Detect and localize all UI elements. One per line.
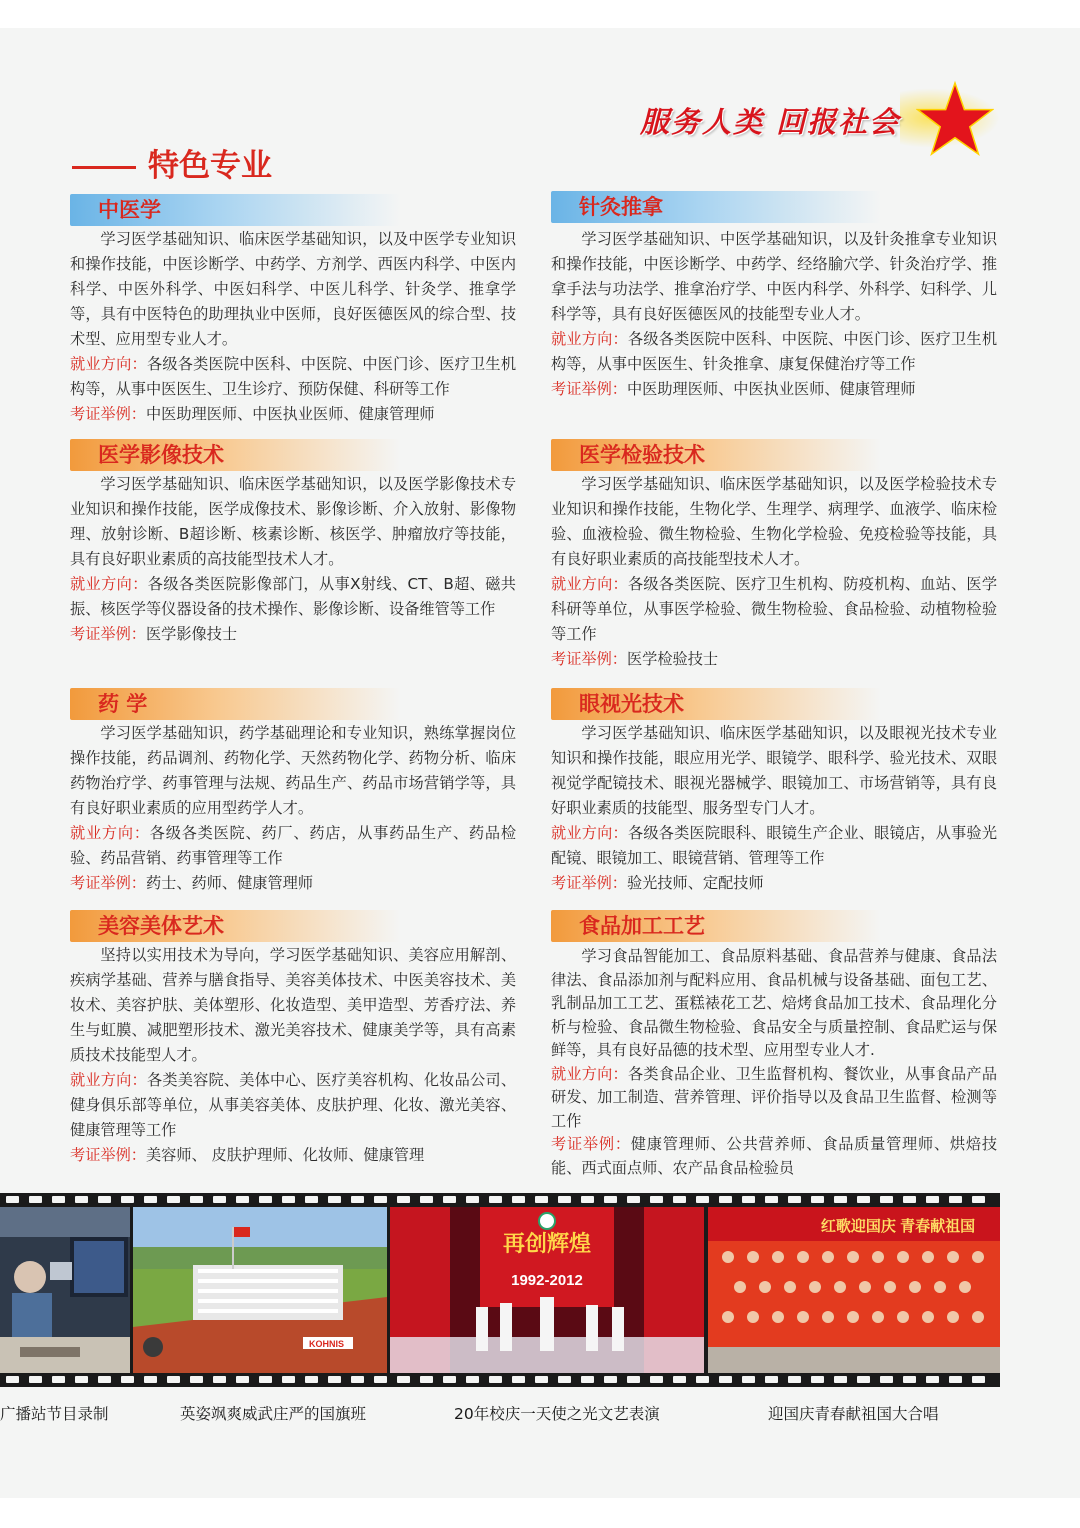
film-sprocket-hole <box>144 1376 157 1383</box>
film-sprocket-hole <box>834 1196 847 1203</box>
cert-label: 考证举例： <box>70 405 146 423</box>
film-sprocket-hole <box>397 1376 410 1383</box>
program-body-food <box>551 945 997 1180</box>
film-sprocket-hole <box>880 1196 893 1203</box>
employment-label: 就业方向： <box>70 355 147 373</box>
film-sprocket-hole <box>328 1196 341 1203</box>
program-heading-imaging: 医学影像技术 <box>70 439 400 471</box>
program-heading-food: 食品加工工艺 <box>551 910 881 942</box>
photo-national-day-chorus <box>708 1207 1000 1373</box>
film-sprocket-hole <box>512 1376 525 1383</box>
film-sprocket-hole <box>259 1376 272 1383</box>
film-sprocket-hole <box>857 1376 870 1383</box>
film-sprocket-hole <box>650 1376 663 1383</box>
cert-line <box>551 1133 997 1180</box>
cert-text: 医学影像技士 <box>145 625 238 643</box>
film-sprocket-hole <box>190 1196 203 1203</box>
film-sprocket-hole <box>742 1196 755 1203</box>
employment-label: 就业方向： <box>70 824 150 842</box>
film-sprocket-hole <box>811 1376 824 1383</box>
cert-line <box>70 622 516 647</box>
film-sprocket-hole <box>627 1376 640 1383</box>
program-body-acupuncture <box>551 227 997 402</box>
photo-broadcast-studio <box>0 1207 130 1373</box>
program-body-imaging <box>70 472 516 647</box>
film-strip <box>0 1193 1000 1387</box>
program-description: 学习食品智能加工、食品原料基础、食品营养与健康、食品法律法、食品添加剂与配料应用、食品机械与设备基础、面包工艺、乳制品加工工艺、蛋糕裱花工艺、焙烤食品加工技术、食品理化分析与检验、食品微生物检验、食品安全与质量控制、食品贮运与保鲜等，具有良好品德的技术型、应用型专业人才. <box>551 947 997 1059</box>
film-sprocket-hole <box>305 1196 318 1203</box>
employment-label: 就业方向： <box>551 330 628 348</box>
cert-label: 考证举例： <box>70 1146 146 1164</box>
film-sprocket-hole <box>742 1376 755 1383</box>
film-sprocket-hole <box>765 1196 778 1203</box>
program-body-beauty <box>70 943 516 1168</box>
film-sprocket-hole <box>604 1196 617 1203</box>
program-description: 学习医学基础知识、中医学基础知识，以及针灸推拿专业知识和操作技能，中医诊断学、中药学、经络腧穴学、针灸治疗学、推拿手法与功法学、推拿治疗学、中医内科学、外科学、妇科学、儿科学等，具有良好医德医风的技能型专业人才。 <box>551 230 997 323</box>
cert-line <box>70 1143 516 1168</box>
field-sign-text: KOHNIS <box>309 1339 345 1349</box>
film-sprocket-hole <box>52 1376 65 1383</box>
cert-text: 验光技师、定配技师 <box>626 874 764 892</box>
film-sprocket-hole <box>121 1196 134 1203</box>
program-heading-lab: 医学检验技术 <box>551 439 881 471</box>
film-sprocket-hole <box>351 1196 364 1203</box>
employment-text: 各级各类医院、药厂、药店，从事药品生产、药品检验、药品营销、药事管理等工作 <box>70 824 517 867</box>
program-heading-pharmacy: 药 学 <box>70 688 400 720</box>
film-sprocket-hole <box>834 1376 847 1383</box>
film-sprocket-hole <box>535 1196 548 1203</box>
film-sprocket-hole <box>489 1376 502 1383</box>
caption-chorus: 迎国庆青春献祖国大合唱 <box>768 1405 939 1423</box>
photo-flag-guard <box>133 1207 387 1373</box>
cert-line <box>551 647 997 672</box>
cert-line <box>70 871 516 896</box>
film-sprocket-hole <box>558 1376 571 1383</box>
cert-text: 中医助理医师、中医执业医师、健康管理师 <box>145 405 435 423</box>
employment-text: 各级各类医院中医科、中医院、中医门诊、医疗卫生机构等，从事中医医生、卫生诊疗、预防保健、科研等工作 <box>70 355 517 398</box>
employment-label: 就业方向： <box>551 1064 628 1083</box>
employment-text: 各级各类医院、医疗卫生机构、防疫机构、血站、医学科研等单位，从事医学检验、微生物检验、食品检验、动植物检验等工作 <box>551 575 998 643</box>
employment-line <box>551 572 997 647</box>
caption-flag-guard: 英姿飒爽威武庄严的国旗班 <box>180 1405 367 1423</box>
film-sprocket-hole <box>52 1196 65 1203</box>
film-sprocket-hole <box>236 1196 249 1203</box>
film-sprocket-hole <box>374 1376 387 1383</box>
cert-text: 医学检验技士 <box>626 650 719 668</box>
film-sprocket-hole <box>236 1376 249 1383</box>
section-title <box>72 140 272 185</box>
employment-text: 各级各类医院眼科、眼镜生产企业、眼镜店，从事验光配镜、眼镜加工、眼镜营销、管理等工作 <box>551 824 998 867</box>
film-holes-bottom <box>0 1376 1000 1386</box>
employment-line <box>70 821 516 871</box>
film-sprocket-hole <box>926 1376 939 1383</box>
film-holes-top <box>0 1196 1000 1206</box>
cert-label: 考证举例： <box>551 650 627 668</box>
film-sprocket-hole <box>719 1376 732 1383</box>
film-sprocket-hole <box>167 1376 180 1383</box>
film-sprocket-hole <box>696 1196 709 1203</box>
film-sprocket-hole <box>213 1196 226 1203</box>
program-description: 学习医学基础知识、临床医学基础知识，以及医学影像技术专业知识和操作技能，医学成像技术、影像诊断、介入放射、影像物理、放射诊断、B超诊断、核素诊断、核医学、肿瘤放疗等技能，具有良好职业素质的高技能型技术人才。 <box>70 475 516 568</box>
cert-line <box>551 377 997 402</box>
caption-anniversary: 20年校庆一天使之光文艺表演 <box>454 1405 660 1423</box>
film-sprocket-hole <box>282 1376 295 1383</box>
film-sprocket-hole <box>489 1196 502 1203</box>
film-sprocket-hole <box>190 1376 203 1383</box>
employment-line <box>551 1063 997 1134</box>
cert-text: 药士、药师、健康管理师 <box>145 874 313 892</box>
film-sprocket-hole <box>167 1196 180 1203</box>
section-title-text: 特色专业 <box>148 148 272 184</box>
program-description: 坚持以实用技术为导向，学习医学基础知识、美容应用解剖、疾病学基础、营养与膳食指导、美容美体技术、中医美容技术、美妆术、美容护肤、美体塑形、化妆造型、美甲造型、芳香疗法、养生与虹膜、减肥塑形技术、激光美容技术、健康美学等，具有高素质技术技能型人才。 <box>70 946 516 1064</box>
film-sprocket-hole <box>604 1376 617 1383</box>
film-sprocket-hole <box>328 1376 341 1383</box>
film-sprocket-hole <box>305 1376 318 1383</box>
cert-label: 考证举例： <box>551 380 627 398</box>
cert-text: 美容师、 皮肤护理师、化妆师、健康管理 <box>145 1146 425 1164</box>
film-sprocket-hole <box>75 1376 88 1383</box>
film-sprocket-hole <box>581 1376 594 1383</box>
banner-anniversary-title: 再创辉煌 <box>502 1231 592 1256</box>
film-sprocket-hole <box>98 1376 111 1383</box>
employment-label: 就业方向： <box>70 575 148 593</box>
film-sprocket-hole <box>420 1376 433 1383</box>
cert-text: 健康管理师、公共营养师、食品质量管理师、烘焙技能、西式面点师、农产品食品检验员 <box>551 1135 998 1177</box>
film-sprocket-hole <box>673 1196 686 1203</box>
film-sprocket-hole <box>6 1196 19 1203</box>
film-sprocket-hole <box>696 1376 709 1383</box>
slogan: 服务人类 回报社会 <box>640 105 901 139</box>
program-body-tcm <box>70 227 516 427</box>
film-sprocket-hole <box>420 1196 433 1203</box>
employment-label: 就业方向： <box>551 575 628 593</box>
film-sprocket-hole <box>788 1196 801 1203</box>
film-sprocket-hole <box>650 1196 663 1203</box>
film-sprocket-hole <box>719 1196 732 1203</box>
film-sprocket-hole <box>972 1196 985 1203</box>
film-sprocket-hole <box>949 1376 962 1383</box>
film-sprocket-hole <box>466 1196 479 1203</box>
film-sprocket-hole <box>397 1196 410 1203</box>
employment-label: 就业方向： <box>70 1071 147 1089</box>
banner-chorus-title: 红歌迎国庆 青春献祖国 <box>820 1218 976 1235</box>
film-sprocket-hole <box>443 1196 456 1203</box>
employment-line <box>70 572 516 622</box>
film-sprocket-hole <box>903 1196 916 1203</box>
film-sprocket-hole <box>535 1376 548 1383</box>
program-description: 学习医学基础知识、临床医学基础知识，以及眼视光技术专业知识和操作技能，眼应用光学、眼镜学、眼科学、验光技术、双眼视觉学配镜技术、眼视光器械学、眼镜加工、市场营销等，具有良好职业素质的技能型、服务型专门人才。 <box>551 724 997 817</box>
film-sprocket-hole <box>75 1196 88 1203</box>
film-sprocket-hole <box>811 1196 824 1203</box>
cert-text: 中医助理医师、中医执业医师、健康管理师 <box>626 380 916 398</box>
film-sprocket-hole <box>903 1376 916 1383</box>
program-description: 学习医学基础知识、临床医学基础知识，以及医学检验技术专业知识和操作技能，生物化学、生理学、病理学、血液学、临床检验、血液检验、微生物检验、生物化学检验、免疫检验等技能，具有良好职业素质的高技能型技术人才。 <box>551 475 997 568</box>
program-body-optometry <box>551 721 997 896</box>
film-sprocket-hole <box>282 1196 295 1203</box>
film-sprocket-hole <box>144 1196 157 1203</box>
cert-label: 考证举例： <box>551 1135 631 1153</box>
program-heading-optometry: 眼视光技术 <box>551 688 881 720</box>
film-sprocket-hole <box>29 1376 42 1383</box>
employment-text: 各类食品企业、卫生监督机构、餐饮业，从事食品产品研发、加工制造、营养管理、评价指导以及食品卫生监督、检测等工作 <box>551 1064 998 1130</box>
film-sprocket-hole <box>98 1196 111 1203</box>
cert-label: 考证举例： <box>70 625 146 643</box>
employment-text: 各级各类医院影像部门，从事X射线、CT、B超、磁共振、核医学等仪器设备的技术操作、影像诊断、设备维管等工作 <box>70 575 516 618</box>
title-dash <box>72 166 136 169</box>
program-heading-beauty: 美容美体艺术 <box>70 910 400 942</box>
film-sprocket-hole <box>765 1376 778 1383</box>
film-sprocket-hole <box>581 1196 594 1203</box>
cert-label: 考证举例： <box>70 874 146 892</box>
cert-label: 考证举例： <box>551 874 627 892</box>
film-sprocket-hole <box>949 1196 962 1203</box>
program-description: 学习医学基础知识，药学基础理论和专业知识，熟练掌握岗位操作技能，药品调剂、药物化学、天然药物化学、药物分析、临床药物治疗学、药事管理与法规、药品生产、药品市场营销学等，具有良好职业素质的应用型药学人才。 <box>70 724 516 817</box>
program-body-lab <box>551 472 997 672</box>
film-sprocket-hole <box>259 1196 272 1203</box>
film-sprocket-hole <box>512 1196 525 1203</box>
employment-line <box>70 352 516 402</box>
employment-label: 就业方向： <box>551 824 628 842</box>
film-sprocket-hole <box>466 1376 479 1383</box>
employment-text: 各级各类医院中医科、中医院、中医门诊、医疗卫生机构等，从事中医医生、针灸推拿、康复保健治疗等工作 <box>551 330 998 373</box>
brochure-page <box>0 28 1080 1498</box>
film-sprocket-hole <box>880 1376 893 1383</box>
program-heading-tcm: 中医学 <box>70 194 400 226</box>
employment-text: 各类美容院、美体中心、医疗美容机构、化妆品公司、健身俱乐部等单位，从事美容美体、皮肤护理、化妆、激光美容、健康管理等工作 <box>70 1071 517 1139</box>
red-star-icon <box>916 80 994 158</box>
program-description: 学习医学基础知识、临床医学基础知识，以及中医学专业知识和操作技能，中医诊断学、中药学、方剂学、西医内科学、中医内科学、中医外科学、中医妇科学、中医儿科学、针灸学、推拿学等，具有中医特色的助理执业中医师，良好医德医风的综合型、技术型、应用型专业人才。 <box>70 230 516 348</box>
film-sprocket-hole <box>972 1376 985 1383</box>
film-sprocket-hole <box>351 1376 364 1383</box>
photo-anniversary-show <box>390 1207 704 1373</box>
film-sprocket-hole <box>121 1376 134 1383</box>
film-sprocket-hole <box>558 1196 571 1203</box>
film-sprocket-hole <box>857 1196 870 1203</box>
film-sprocket-hole <box>673 1376 686 1383</box>
film-sprocket-hole <box>213 1376 226 1383</box>
film-sprocket-hole <box>788 1376 801 1383</box>
film-sprocket-hole <box>926 1196 939 1203</box>
film-sprocket-hole <box>6 1376 19 1383</box>
caption-broadcast: 广播站节目录制 <box>0 1405 109 1423</box>
employment-line <box>551 821 997 871</box>
banner-anniversary-years: 1992-2012 <box>511 1272 583 1289</box>
cert-line <box>551 871 997 896</box>
program-body-pharmacy <box>70 721 516 896</box>
employment-line <box>70 1068 516 1143</box>
film-sprocket-hole <box>29 1196 42 1203</box>
film-sprocket-hole <box>443 1376 456 1383</box>
film-sprocket-hole <box>627 1196 640 1203</box>
cert-line <box>70 402 516 427</box>
film-sprocket-hole <box>374 1196 387 1203</box>
program-heading-acupuncture: 针灸推拿 <box>551 191 881 223</box>
employment-line <box>551 327 997 377</box>
